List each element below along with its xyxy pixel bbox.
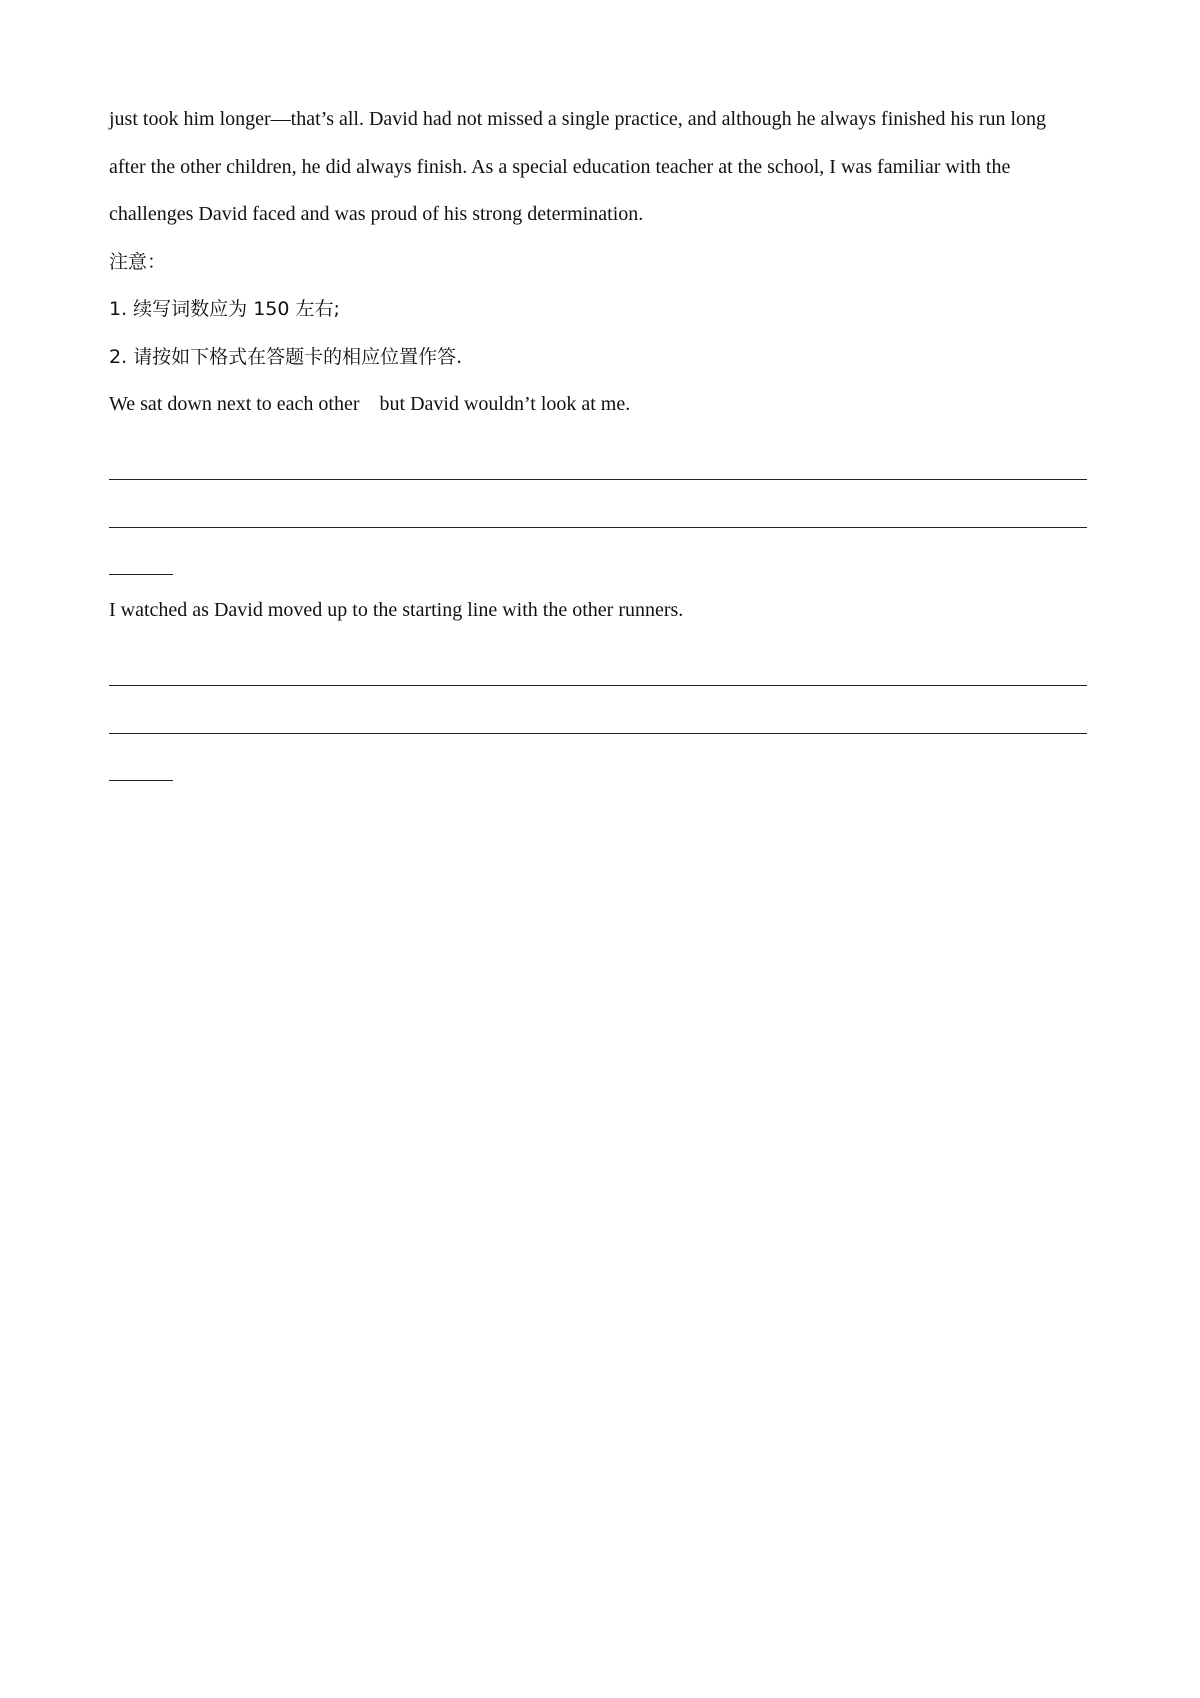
answer-row[interactable] — [109, 492, 1099, 540]
answer-line — [109, 574, 173, 575]
answer-row[interactable] — [109, 445, 1099, 493]
answer-row[interactable] — [109, 540, 1099, 588]
answer-line — [109, 685, 1087, 686]
document-content — [109, 96, 1099, 793]
answer-line — [109, 780, 173, 781]
answer-line — [109, 479, 1087, 480]
paragraph-1-opening: We sat down next to each other but David wouldn’t look at me. — [109, 393, 631, 415]
notes-heading: 注意： — [109, 250, 167, 273]
passage-line-3: challenges David faced and was proud of his strong determination. — [109, 203, 644, 225]
answer-line — [109, 527, 1087, 528]
answer-row[interactable] — [109, 746, 1099, 794]
passage-line-2: after the other children, he did always finish. As a special education teacher at the school, I was familiar with the — [109, 155, 1011, 178]
spacer — [109, 429, 1099, 445]
answer-row[interactable] — [109, 651, 1099, 699]
paragraph-2-opening: I watched as David moved up to the starting line with the other runners. — [109, 599, 684, 621]
passage-line-1: just took him longer—that’s all. David had not missed a single practice, and although he always finished his run long — [109, 108, 1047, 130]
note-item-word-count: 1. 续写词数应为 150 左右; — [109, 298, 340, 320]
note-item-answer-format: 2. 请按如下格式在答题卡的相应位置作答. — [109, 345, 463, 368]
answer-line — [109, 733, 1087, 734]
answer-row[interactable] — [109, 698, 1099, 746]
spacer — [109, 635, 1099, 651]
